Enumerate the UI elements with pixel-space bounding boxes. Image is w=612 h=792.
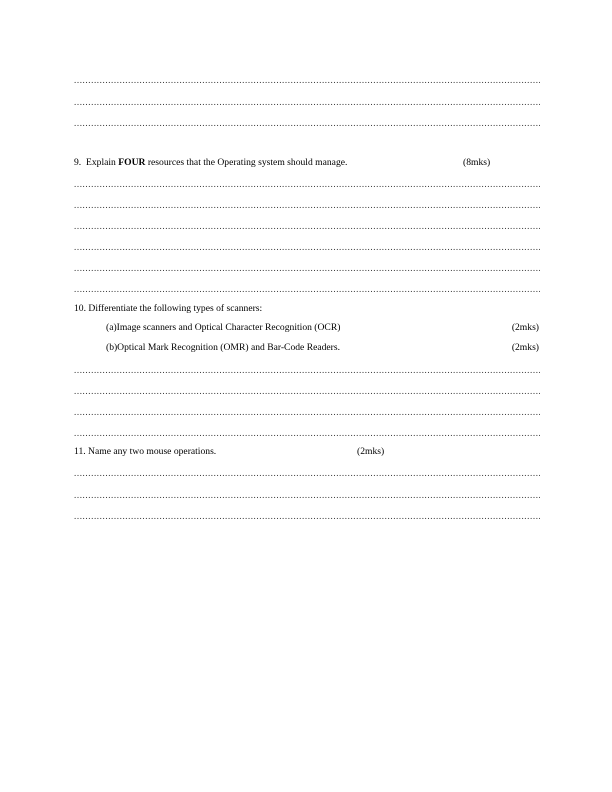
answer-line	[74, 364, 540, 376]
answer-line	[74, 117, 540, 129]
answer-line	[74, 178, 540, 190]
answer-line	[74, 74, 540, 86]
answer-line	[74, 427, 540, 439]
answer-line	[74, 96, 540, 108]
question-text: Explain	[86, 157, 116, 168]
question-9-marks: (8mks)	[463, 157, 491, 168]
question-11	[74, 446, 216, 458]
question-10-part-a-marks: (2mks)	[511, 322, 539, 333]
question-text: Name any two mouse operations.	[88, 446, 217, 457]
question-number: 9.	[74, 157, 82, 168]
question-number: 11.	[74, 446, 86, 457]
question-10	[74, 303, 262, 315]
question-emphasis: FOUR	[118, 157, 146, 168]
question-text: Differentiate the following types of scanners:	[88, 303, 263, 314]
question-10-part-b-marks: (2mks)	[511, 342, 539, 353]
question-number: 10.	[74, 303, 86, 314]
answer-line	[74, 262, 540, 274]
answer-line	[74, 510, 540, 522]
answer-line	[74, 199, 540, 211]
answer-line	[74, 385, 540, 397]
question-11-marks: (2mks)	[357, 446, 385, 457]
question-10-part-a: (a)Image scanners and Optical Character Recognition (OCR)	[106, 322, 341, 333]
question-text: resources that the Operating system should manage.	[147, 157, 348, 168]
question-10-part-b: (b)Optical Mark Recognition (OMR) and Bar-Code Readers.	[106, 342, 340, 353]
answer-line	[74, 467, 540, 479]
answer-line	[74, 489, 540, 501]
answer-line	[74, 283, 540, 295]
answer-line	[74, 220, 540, 232]
question-9	[74, 157, 347, 169]
answer-line	[74, 241, 540, 253]
answer-line	[74, 406, 540, 418]
